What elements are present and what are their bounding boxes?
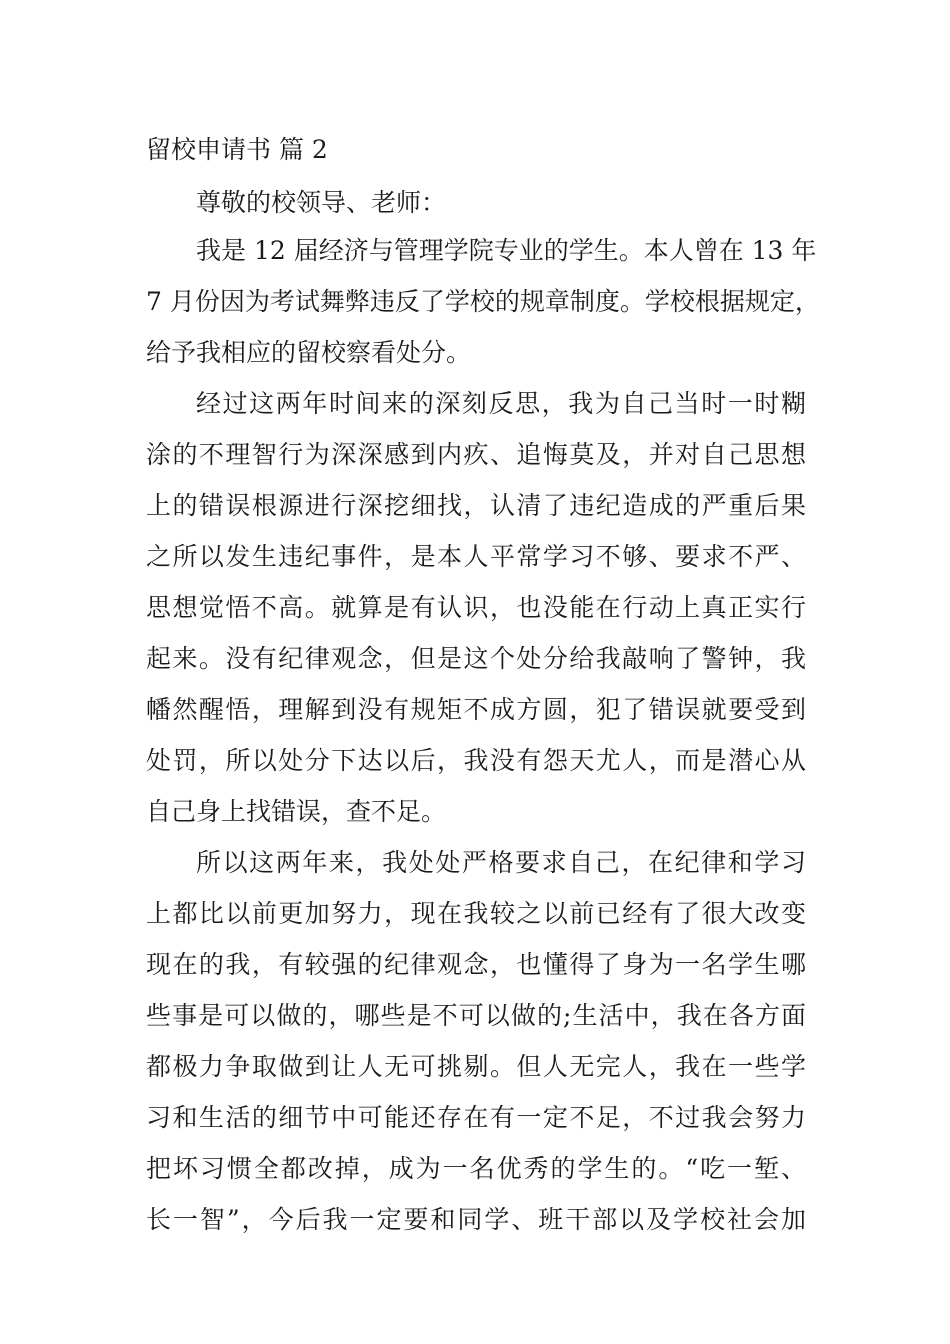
paragraph-line: 涂的不理智行为深深感到内疚、追悔莫及，并对自己思想 (146, 440, 806, 469)
paragraph-line: 幡然醒悟，理解到没有规矩不成方圆，犯了错误就要受到 (146, 695, 806, 724)
salutation: 尊敬的校领导、老师： (196, 188, 447, 217)
paragraph-line: 自己身上找错误，查不足。 (146, 797, 447, 826)
paragraph-line: 给予我相应的留校察看处分。 (146, 338, 472, 367)
paragraph-line: 上的错误根源进行深挖细找，认清了违纪造成的严重后果 (146, 491, 806, 520)
paragraph-line: 现在的我，有较强的纪律观念，也懂得了身为一名学生哪 (146, 950, 806, 979)
paragraph-line: 经过这两年时间来的深刻反思，我为自己当时一时糊 (196, 389, 806, 418)
paragraph-line: 把坏习惯全都改掉，成为一名优秀的学生的。“吃一堑、 (146, 1154, 806, 1183)
paragraph-line: 些事是可以做的，哪些是不可以做的;生活中，我在各方面 (146, 1001, 806, 1030)
paragraph-line: 所以这两年来，我处处严格要求自己，在纪律和学习 (196, 848, 806, 877)
paragraph-line: 都极力争取做到让人无可挑剔。但人无完人，我在一些学 (146, 1052, 806, 1081)
paragraph-line: 7 月份因为考试舞弊违反了学校的规章制度。学校根据规定， (146, 287, 820, 316)
paragraph-line: 我是 12 届经济与管理学院专业的学生。本人曾在 13 年 (196, 236, 817, 265)
paragraph-line: 起来。没有纪律观念，但是这个处分给我敲响了警钟，我 (146, 644, 806, 673)
paragraph-line: 习和生活的细节中可能还存在有一定不足，不过我会努力 (146, 1103, 806, 1132)
paragraph-line: 处罚，所以处分下达以后，我没有怨天尤人，而是潜心从 (146, 746, 806, 775)
paragraph-line: 长一智”，今后我一定要和同学、班干部以及学校社会加 (146, 1205, 806, 1234)
paragraph-line: 之所以发生违纪事件，是本人平常学习不够、要求不严、 (146, 542, 806, 571)
paragraph-line: 上都比以前更加努力，现在我较之以前已经有了很大改变 (146, 899, 806, 928)
document-title: 留校申请书 篇 2 (146, 135, 328, 164)
paragraph-line: 思想觉悟不高。就算是有认识，也没能在行动上真正实行 (146, 593, 806, 622)
